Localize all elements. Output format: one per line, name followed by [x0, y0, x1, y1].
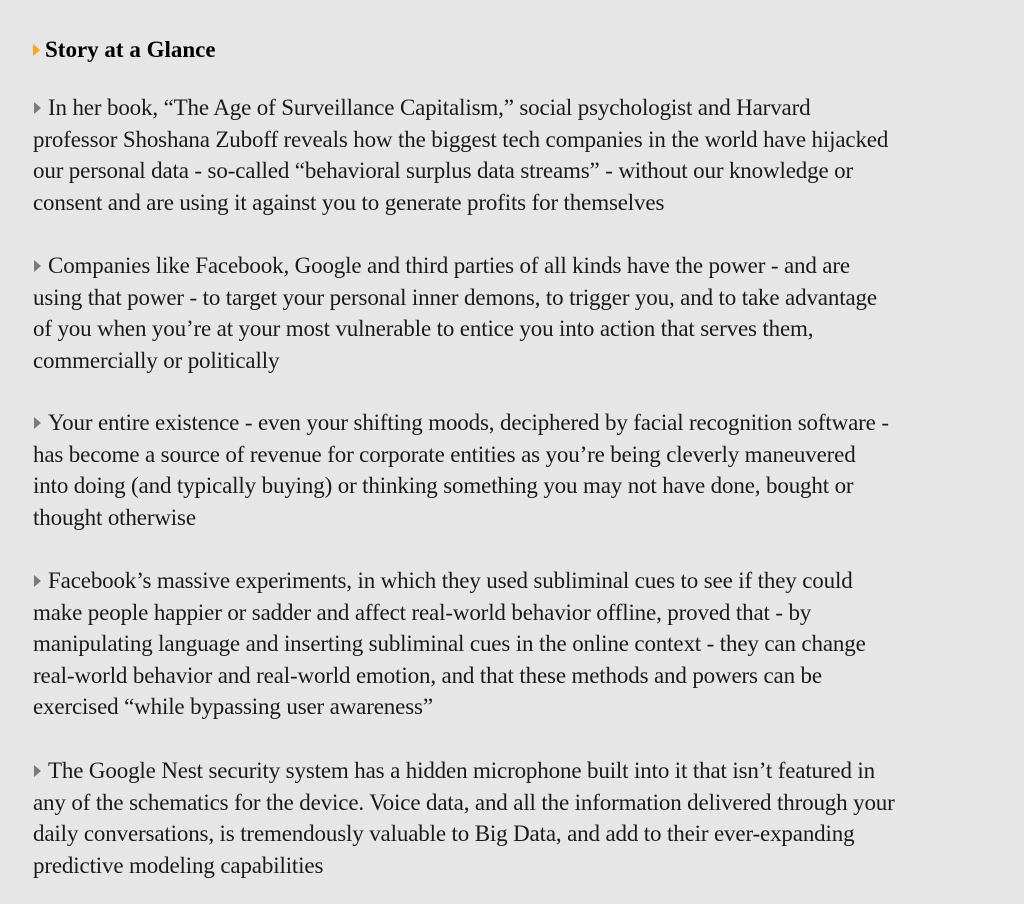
bullet-item [33, 92, 1024, 218]
bullet-line: of you when you’re at your most vulnerable to entice you into action that serves them, [33, 316, 814, 341]
bullet-line: our personal data - so-called “behavioral surplus data streams” - without our knowledge or [33, 158, 853, 183]
gray-arrow-icon [34, 765, 41, 777]
bullet-item [33, 755, 1024, 881]
bullet-line: make people happier or sadder and affect real-world behavior offline, proved that - by [33, 599, 812, 625]
bullet-line: Your entire existence - even your shifting moods, deciphered by facial recognition software - [33, 407, 1024, 439]
bullet-line: Facebook’s massive experiments, in which they used subliminal cues to see if they could [33, 565, 1024, 597]
bullet-line: manipulating language and inserting subliminal cues in the online context - they can change [33, 631, 866, 656]
bullet-line: real-world behavior and real-world emotion, and that these methods and powers can be [33, 662, 822, 688]
bullet-line: In her book, “The Age of Surveillance Capitalism,” social psychologist and Harvard [33, 92, 1024, 124]
bullet-line: The Google Nest security system has a hidden microphone built into it that isn’t featured in [33, 755, 1024, 787]
bullet-line: exercised “while bypassing user awareness” [33, 694, 433, 719]
bullet-item [33, 407, 1024, 533]
gray-arrow-icon [34, 260, 41, 272]
bullet-line: commercially or politically [33, 347, 280, 373]
bullet-line: professor Shoshana Zuboff reveals how the biggest tech companies in the world have hijacked [33, 126, 889, 152]
heading-title: Story at a Glance [45, 37, 216, 62]
bullet-item [33, 565, 1024, 723]
bullet-line: has become a source of revenue for corporate entities as you’re being cleverly maneuvered [33, 441, 856, 467]
bullet-line: into doing (and typically buying) or thinking something you may not have done, bought or [33, 473, 854, 498]
bullet-line: any of the schematics for the device. Voice data, and all the information delivered through your [33, 789, 895, 815]
gray-arrow-icon [34, 102, 41, 114]
bullet-line: Companies like Facebook, Google and third parties of all kinds have the power - and are [33, 250, 1024, 282]
gray-arrow-icon [34, 417, 41, 429]
gray-arrow-icon [34, 575, 41, 587]
bullet-line: predictive modeling capabilities [33, 852, 324, 878]
bullet-item [33, 250, 1024, 376]
story-heading [33, 34, 216, 65]
orange-arrow-icon [33, 44, 40, 56]
bullet-line: thought otherwise [33, 504, 196, 530]
bullet-line: daily conversations, is tremendously valuable to Big Data, and add to their ever-expanding [33, 821, 855, 846]
bullet-line: using that power - to target your personal inner demons, to trigger you, and to take advantage [33, 284, 877, 310]
bullet-line: consent and are using it against you to generate profits for themselves [33, 189, 665, 215]
